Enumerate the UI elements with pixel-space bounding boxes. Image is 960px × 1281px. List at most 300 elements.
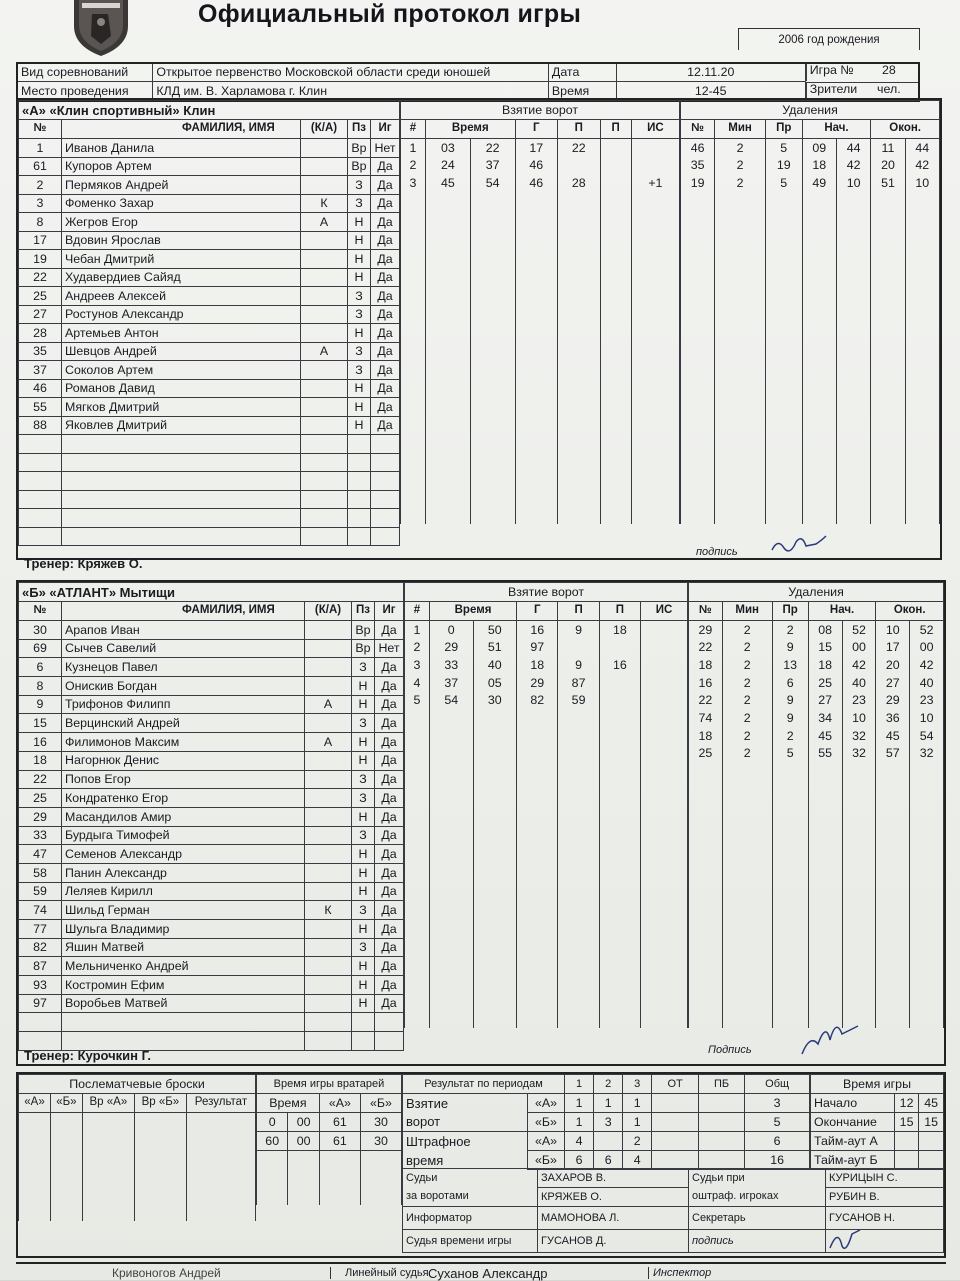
penalty-start-min [802, 209, 836, 227]
player-row [19, 994, 404, 1013]
goal-second [473, 922, 517, 940]
goal-second: 50 [473, 621, 517, 639]
penalty-row [681, 489, 940, 507]
player-played: Да [375, 845, 404, 864]
penalty-player: 16 [689, 674, 723, 692]
player-name: Худавердиев Сайяд [62, 268, 301, 287]
penalty-player: 74 [689, 709, 723, 727]
goal-assist-2 [600, 367, 631, 385]
penalty-player [681, 332, 715, 350]
goal-row [405, 816, 688, 834]
player-number: 8 [19, 213, 62, 232]
goal-assist-2 [599, 816, 640, 834]
goal-scorer [515, 262, 558, 280]
player-role [301, 453, 348, 472]
penalty-minutes [722, 1010, 772, 1028]
goal-row [405, 922, 688, 940]
informer-label: Информатор [403, 1207, 538, 1230]
penalty-reason [765, 472, 802, 490]
penalty-judges-label: Судьи при [689, 1169, 826, 1188]
player-name: Фоменко Захар [62, 194, 301, 213]
player-name [62, 490, 301, 509]
goal-assist-2 [600, 507, 631, 525]
penalty-end-sec [910, 798, 944, 816]
goal-second [473, 1010, 517, 1028]
goal-strength [631, 437, 679, 455]
penalty-start-min [802, 314, 836, 332]
penalty-end-min: 20 [876, 656, 910, 674]
penalty-end-sec: 32 [910, 745, 944, 763]
player-played: Да [375, 994, 404, 1013]
penalty-start-min: 27 [808, 692, 842, 710]
penalty-start-sec [842, 922, 876, 940]
player-played: Да [375, 901, 404, 920]
penalty-reason [772, 780, 808, 798]
player-number: 77 [19, 920, 62, 939]
player-number: 18 [19, 751, 62, 770]
penalty-end-sec [905, 419, 939, 437]
penalty-start-sec [836, 437, 870, 455]
goalie-a-col: «А» [319, 1094, 360, 1113]
player-name: Бурдыга Тимофей [62, 826, 305, 845]
penalty-start-sec [836, 332, 870, 350]
player-row [19, 789, 404, 808]
player-position: Вр [348, 157, 371, 176]
player-position: Н [352, 807, 375, 826]
player-number: 19 [19, 250, 62, 269]
penalty-minutes: 2 [722, 639, 772, 657]
goal-minute [426, 367, 471, 385]
goal-assist-1 [558, 209, 601, 227]
goal-row [401, 157, 680, 175]
player-name: Костромин Ефим [62, 976, 305, 995]
penalty-start-min [802, 349, 836, 367]
shootout-cell [186, 1185, 255, 1203]
player-number: 33 [19, 826, 62, 845]
penalty-row [689, 639, 944, 657]
goal-assist-2 [599, 957, 640, 975]
goal-strength [631, 227, 679, 245]
player-played: Да [375, 920, 404, 939]
goal-number [401, 507, 426, 525]
player-position [348, 527, 371, 546]
period-value [652, 1113, 699, 1132]
shootout-cell [82, 1185, 134, 1203]
goal-row [405, 939, 688, 957]
player-role [305, 677, 352, 696]
goal-scorer: 29 [517, 674, 558, 692]
goal-minute [426, 192, 471, 210]
goal-row [401, 314, 680, 332]
goal-second [470, 402, 515, 420]
goal-row [405, 727, 688, 745]
penalty-end-sec: 54 [910, 727, 944, 745]
penalty-start-min: 49 [802, 174, 836, 192]
goal-assist-2 [600, 402, 631, 420]
player-role [301, 398, 348, 417]
goal-row [405, 904, 688, 922]
penalty-start-sec [836, 314, 870, 332]
goal-assist-1: 87 [558, 674, 599, 692]
penalty-player [681, 367, 715, 385]
goal-number [401, 209, 426, 227]
informer-value: МАМОНОВА Л. [538, 1207, 689, 1230]
penalty-start-min [808, 904, 842, 922]
goal-second [473, 904, 517, 922]
goal-number [405, 745, 430, 763]
goal-number [401, 402, 426, 420]
penalty-minutes [722, 869, 772, 887]
shootout-row [19, 1131, 256, 1149]
goal-number [405, 763, 430, 781]
player-played [371, 472, 400, 491]
goalie-time-min: 0 [257, 1113, 288, 1132]
penalty-minutes [715, 192, 766, 210]
goal-assist-1 [558, 314, 601, 332]
goal-row [405, 869, 688, 887]
period-value: 16 [745, 1151, 810, 1170]
penalty-end-min [876, 798, 910, 816]
player-row [19, 845, 404, 864]
goal-assist-2 [600, 244, 631, 262]
goal-strength [631, 349, 679, 367]
goal-row [401, 174, 680, 192]
penalty-start-min [802, 367, 836, 385]
penalty-minutes [715, 419, 766, 437]
goal-row [405, 674, 688, 692]
player-row [19, 714, 404, 733]
goal-number [405, 886, 430, 904]
shootout-title: Послематчевые броски [19, 1075, 256, 1094]
penalty-start-sec: 32 [842, 745, 876, 763]
goal-minute [430, 939, 474, 957]
penalty-start-sec: 40 [842, 674, 876, 692]
goal-strength [641, 833, 688, 851]
penalty-start-sec [836, 279, 870, 297]
penalty-minutes [715, 262, 766, 280]
goal-minute [430, 816, 474, 834]
penalty-end-sec [910, 992, 944, 1010]
goal-second [473, 798, 517, 816]
penalty-start-min: 45 [808, 727, 842, 745]
team-a-signature [768, 532, 828, 558]
player-number [19, 527, 62, 546]
goal-number [405, 833, 430, 851]
player-role [305, 751, 352, 770]
player-row [19, 938, 404, 957]
penalty-minutes [722, 798, 772, 816]
goal-second [473, 957, 517, 975]
goal-number [401, 279, 426, 297]
goal-scorer: 97 [517, 639, 558, 657]
col-number: № [19, 602, 62, 621]
goal-strength [631, 244, 679, 262]
player-position: З [348, 342, 371, 361]
goal-minute: 24 [426, 157, 471, 175]
goal-strength [641, 674, 688, 692]
goal-assist-1 [558, 922, 599, 940]
player-number [19, 509, 62, 528]
penalty-player [681, 384, 715, 402]
player-row [19, 882, 404, 901]
penalty-end-min [876, 904, 910, 922]
period-value [698, 1094, 744, 1113]
shootout-cell [19, 1131, 51, 1149]
penalty-end-min [876, 886, 910, 904]
goal-assist-2: 18 [599, 621, 640, 639]
goal-number: 1 [405, 621, 430, 639]
player-name [62, 453, 301, 472]
period-value [698, 1151, 744, 1170]
col-captain: (К/А) [301, 120, 348, 139]
goal-row [401, 279, 680, 297]
col-goal-number: # [405, 602, 430, 621]
player-role [301, 379, 348, 398]
period-team: «А» [528, 1132, 565, 1151]
penalty-start-sec [836, 244, 870, 262]
penalty-player [681, 419, 715, 437]
player-name [62, 435, 301, 454]
penalty-reason: 9 [772, 639, 808, 657]
penalty-player: 35 [681, 157, 715, 175]
penalty-reason [765, 489, 802, 507]
player-number: 35 [19, 342, 62, 361]
penalty-end-min: 51 [871, 174, 905, 192]
player-role [305, 994, 352, 1013]
player-number [19, 453, 62, 472]
goal-assist-2 [600, 314, 631, 332]
goal-assist-1 [558, 727, 599, 745]
shootout-row [19, 1149, 256, 1167]
penalty-start-sec [836, 419, 870, 437]
goal-minute [426, 297, 471, 315]
player-row [19, 472, 400, 491]
goal-strength [631, 332, 679, 350]
shootout-row [19, 1185, 256, 1203]
goal-second [473, 709, 517, 727]
goal-assist-1 [558, 869, 599, 887]
penalty-end-min [871, 349, 905, 367]
col-goal-time: Время [430, 602, 517, 621]
col-strength: ИС [641, 602, 688, 621]
player-role [301, 435, 348, 454]
goal-minute [430, 922, 474, 940]
penalty-end-min [871, 402, 905, 420]
goalie-b-number: 30 [360, 1113, 401, 1132]
player-position [352, 1013, 375, 1032]
goal-minute [426, 384, 471, 402]
penalty-player [681, 454, 715, 472]
goal-number [405, 939, 430, 957]
penalty-end-sec [905, 227, 939, 245]
player-played: Да [371, 287, 400, 306]
player-role: К [305, 901, 352, 920]
penalty-player [689, 816, 723, 834]
penalty-row [689, 939, 944, 957]
timeout-a-value [894, 1132, 919, 1151]
player-row [19, 695, 404, 714]
penalty-end-sec [905, 297, 939, 315]
goal-strength [631, 297, 679, 315]
penalty-row [689, 621, 944, 639]
penalty-minutes [722, 992, 772, 1010]
player-number: 22 [19, 268, 62, 287]
penalty-row [689, 674, 944, 692]
goal-assist-2 [599, 745, 640, 763]
goalie-time-sec: 00 [288, 1113, 319, 1132]
penalty-start-min [808, 798, 842, 816]
player-position: Вр [352, 621, 375, 640]
goal-strength [631, 192, 679, 210]
penalty-start-sec: 32 [842, 727, 876, 745]
goal-second: 40 [473, 656, 517, 674]
period-results-table [402, 1074, 810, 1170]
penalty-end-min [876, 780, 910, 798]
player-number: 25 [19, 789, 62, 808]
goal-minute [430, 763, 474, 781]
penalty-row [681, 332, 940, 350]
penalty-start-sec [842, 957, 876, 975]
penalty-end-min [871, 367, 905, 385]
player-position: З [352, 714, 375, 733]
goal-number [405, 851, 430, 869]
penalty-reason [765, 402, 802, 420]
player-name: Кондратенко Егор [62, 789, 305, 808]
period-value: 1 [565, 1094, 594, 1113]
penalty-end-min [871, 314, 905, 332]
goal-assist-2 [599, 922, 640, 940]
goal-assist-1 [558, 402, 601, 420]
player-played: Да [375, 658, 404, 677]
penalty-end-min [871, 244, 905, 262]
team-b-signature-label: Подпись [708, 1044, 752, 1056]
player-role [301, 231, 348, 250]
goal-strength [631, 402, 679, 420]
goal-scorer: 17 [515, 139, 558, 157]
penalty-player [689, 904, 723, 922]
penalty-end-sec: 42 [905, 157, 939, 175]
player-number: 55 [19, 398, 62, 417]
penalty-minutes [715, 472, 766, 490]
player-played: Да [371, 361, 400, 380]
penalty-player [681, 244, 715, 262]
penalty-minutes [715, 349, 766, 367]
penalty-end-sec [905, 192, 939, 210]
player-position: З [348, 287, 371, 306]
penalty-start-min [808, 816, 842, 834]
penalty-end-sec [905, 349, 939, 367]
goal-row [401, 349, 680, 367]
goal-scorer [515, 279, 558, 297]
player-row [19, 527, 400, 546]
player-role [305, 658, 352, 677]
penalty-end-min [871, 297, 905, 315]
goal-number [401, 244, 426, 262]
penalty-end-sec: 10 [910, 709, 944, 727]
goal-scorer: 18 [517, 656, 558, 674]
goalie-empty-cell [360, 1187, 401, 1205]
goal-scorer [517, 780, 558, 798]
goalie-time-col: Время [257, 1094, 320, 1113]
player-played: Да [371, 213, 400, 232]
shootout-cell [134, 1203, 186, 1221]
goal-row [401, 472, 680, 490]
player-number: 37 [19, 361, 62, 380]
shootout-cell [134, 1185, 186, 1203]
goal-number [401, 227, 426, 245]
penalty-start-sec: 10 [836, 174, 870, 192]
player-name: Арапов Иван [62, 621, 305, 640]
player-name: Нагорнюк Денис [62, 751, 305, 770]
goal-row [401, 489, 680, 507]
goal-strength [631, 454, 679, 472]
player-played: Да [375, 751, 404, 770]
goal-number [405, 780, 430, 798]
penalty-reason: 2 [772, 727, 808, 745]
col-assist-1: П [558, 120, 601, 139]
player-position: Вр [352, 639, 375, 658]
player-played: Да [375, 863, 404, 882]
goalie-time-table [256, 1074, 402, 1205]
goalie-empty-cell [319, 1151, 360, 1170]
col-goal-scorer: Г [515, 120, 558, 139]
player-position: Н [348, 231, 371, 250]
penalty-start-min [802, 402, 836, 420]
secretary-label: Секретарь [689, 1207, 826, 1230]
spectators-label: Зрители [809, 81, 858, 96]
player-position [348, 472, 371, 491]
shootout-col: «Б» [50, 1094, 82, 1113]
penalty-minutes [722, 833, 772, 851]
player-position: Н [348, 213, 371, 232]
player-name: Кузнецов Павел [62, 658, 305, 677]
player-row [19, 677, 404, 696]
venue-value: КЛД им. В. Харламова г. Клин [153, 82, 549, 101]
goal-scorer [515, 367, 558, 385]
goal-scorer [515, 489, 558, 507]
penalty-player: 18 [689, 656, 723, 674]
penalty-player [681, 437, 715, 455]
goal-minute [430, 833, 474, 851]
penalty-end-sec [910, 939, 944, 957]
player-role: К [301, 194, 348, 213]
goal-strength [631, 367, 679, 385]
player-played: Да [371, 305, 400, 324]
goal-strength [641, 1010, 688, 1028]
goal-judge-1: ЗАХАРОВ В. [538, 1169, 689, 1188]
shootout-cell [19, 1167, 51, 1185]
goal-assist-1 [558, 957, 599, 975]
penalty-player: 22 [689, 639, 723, 657]
date-value: 12.11.20 [616, 63, 805, 82]
player-position: Н [348, 268, 371, 287]
period-value: 1 [565, 1113, 594, 1132]
player-row [19, 268, 400, 287]
penalty-minutes: 2 [722, 656, 772, 674]
goal-second: 05 [473, 674, 517, 692]
goal-number [405, 816, 430, 834]
penalty-reason: 5 [765, 139, 802, 157]
penalty-start-min [802, 454, 836, 472]
goal-assist-1 [558, 262, 601, 280]
goal-assist-2 [600, 139, 631, 157]
shootout-cell [50, 1185, 82, 1203]
col-pen-minutes: Мин [715, 120, 766, 139]
linesman-value: Суханов Александр [428, 1266, 548, 1281]
penalty-end-sec [910, 886, 944, 904]
goal-second: 30 [473, 692, 517, 710]
goal-assist-1 [558, 939, 599, 957]
